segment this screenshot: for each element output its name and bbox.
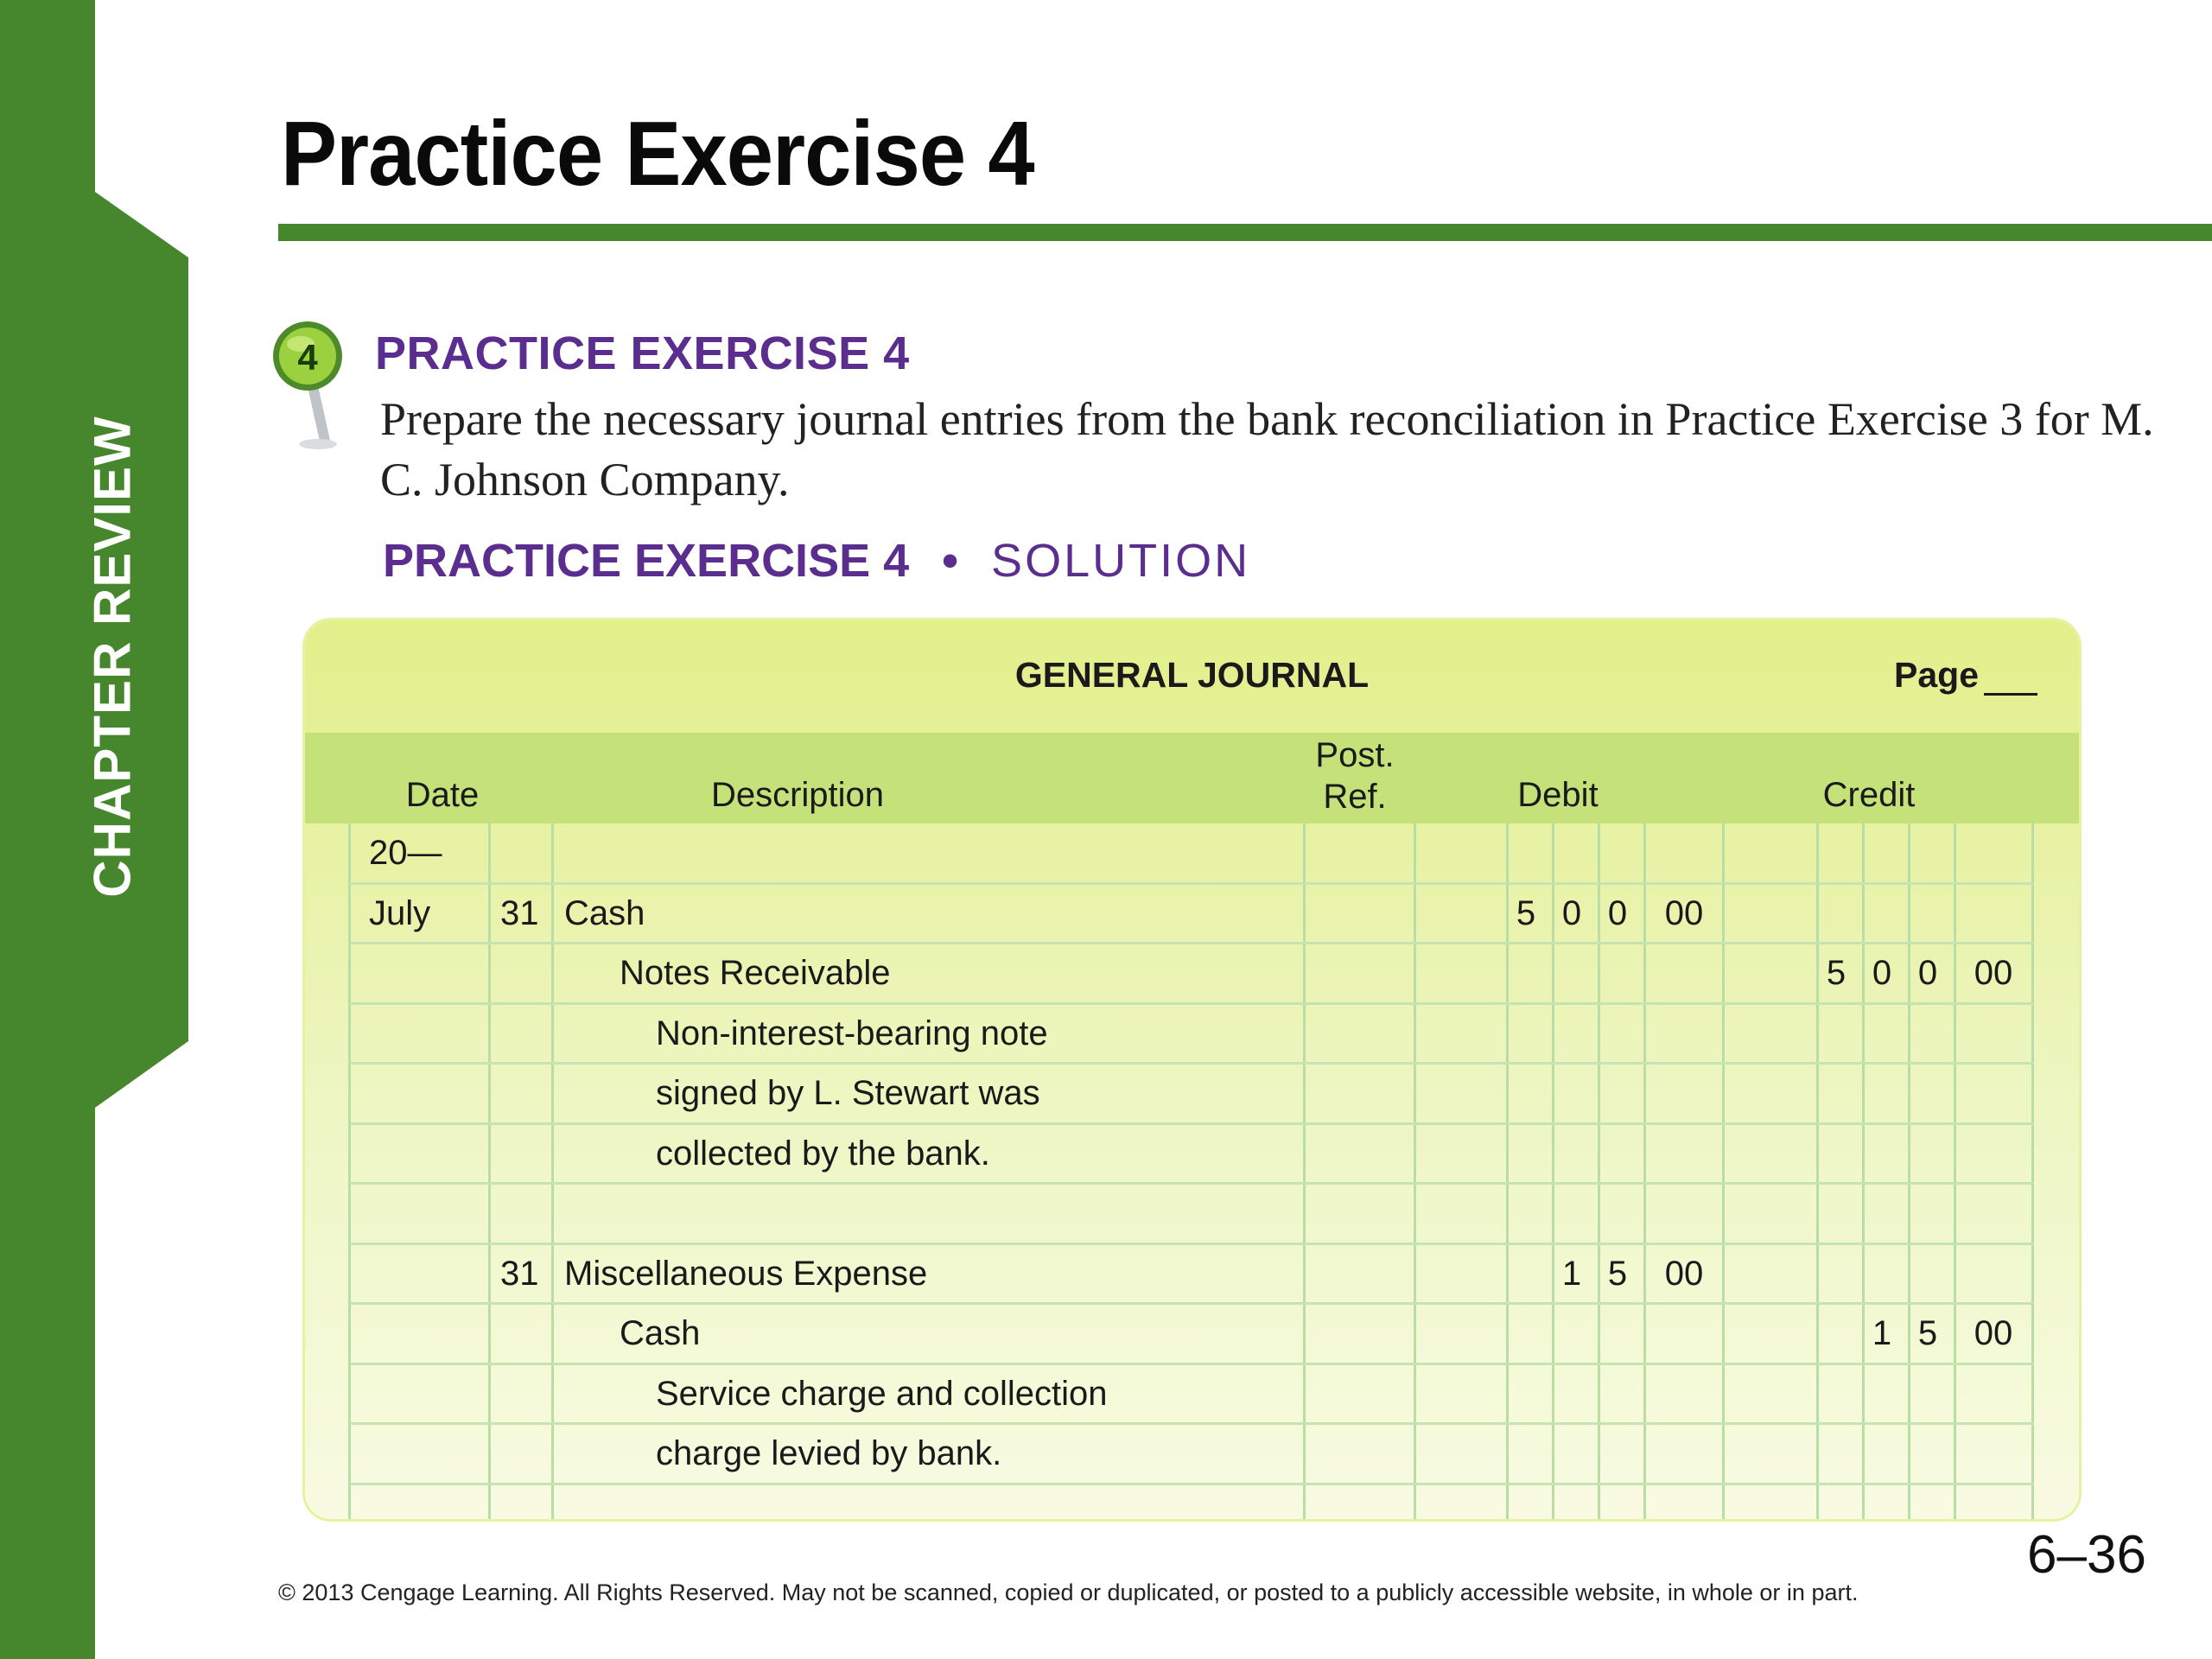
solution-word: SOLUTION (991, 535, 1251, 587)
journal-column-rule (1908, 823, 1910, 1519)
chapter-review-tab (0, 0, 190, 1659)
copyright-notice: © 2013 Cengage Learning. All Rights Reserved. May not be scanned, copied or duplicated, or posted to a publicly accessible website, in whole or in part. (278, 1580, 1859, 1605)
journal-column-rule (488, 823, 491, 1519)
debit-cents: 00 (1664, 1254, 1704, 1293)
entry-description: signed by L. Stewart was (656, 1074, 1040, 1112)
credit-cents: 00 (1974, 954, 2013, 992)
header-description: Description (710, 776, 885, 814)
debit-cents: 00 (1664, 893, 1704, 932)
entry-day: 31 (500, 893, 539, 932)
debit-digit: 0 (1607, 893, 1628, 932)
entry-day: 31 (500, 1254, 539, 1293)
entry-description: Service charge and collection (656, 1374, 1108, 1413)
journal-row-rule (350, 1363, 2034, 1365)
journal-row-rule (350, 1182, 2034, 1185)
journal-row-rule (350, 882, 2034, 885)
pushpin-number-icon (266, 318, 344, 456)
journal-column-rule (1862, 823, 1865, 1519)
journal-body (305, 823, 2079, 1519)
credit-digit: 5 (1917, 1314, 1938, 1352)
journal-row-rule (350, 1122, 2034, 1125)
journal-column-rule (1816, 823, 1819, 1519)
entry-month: July (369, 893, 431, 932)
credit-digit: 0 (1917, 954, 1938, 992)
journal-column-rule (348, 823, 351, 1519)
title-divider (278, 224, 2212, 241)
credit-digit: 0 (1872, 954, 1892, 992)
page-label: Page (1894, 655, 1979, 695)
credit-digit: 5 (1826, 954, 1847, 992)
debit-digit: 1 (1561, 1254, 1582, 1293)
entry-description: charge levied by bank. (656, 1434, 1002, 1472)
entry-description: Cash (620, 1314, 701, 1352)
journal-row-rule (350, 942, 2034, 944)
solution-heading (383, 534, 1250, 588)
credit-digit: 1 (1872, 1314, 1892, 1352)
solution-label: PRACTICE EXERCISE 4 (383, 535, 910, 587)
journal-row-rule (350, 1483, 2034, 1485)
header-credit: Credit (1822, 776, 1916, 814)
debit-digit: 5 (1607, 1254, 1628, 1293)
entry-description: Notes Receivable (620, 954, 891, 992)
credit-cents: 00 (1974, 1314, 2013, 1352)
header-debit: Debit (1517, 776, 1599, 814)
debit-digit: 0 (1561, 893, 1582, 932)
journal-row-rule (350, 1002, 2034, 1005)
header-date: Date (405, 776, 480, 814)
journal-title: GENERAL JOURNAL (1014, 655, 1370, 695)
journal-row-rule (350, 1422, 2034, 1425)
slide-page-number: 6–36 (2027, 1525, 2146, 1585)
entry-description: collected by the bank. (656, 1134, 990, 1173)
debit-digit: 5 (1516, 893, 1536, 932)
exercise-number: 4 (297, 337, 318, 378)
header-post-ref-line2: Ref. (1323, 778, 1387, 816)
exercise-instructions: Prepare the necessary journal entries from the bank reconciliation in Practice Exercise 3 for M. C. Johnson Company. (380, 393, 2154, 505)
journal-row-rule (350, 1062, 2034, 1065)
entry-month: 20— (369, 834, 442, 872)
journal-row-rule (350, 1302, 2034, 1305)
slide-title: Practice Exercise 4 (281, 103, 1034, 205)
journal-column-headers (305, 733, 2079, 823)
solution-bullet: • (942, 535, 959, 587)
general-journal (305, 620, 2079, 1519)
journal-column-rule (1303, 823, 1306, 1519)
entry-description: Cash (564, 893, 645, 932)
journal-column-rule (1414, 823, 1416, 1519)
header-post-ref-line1: Post. (1315, 736, 1395, 774)
entry-description: Miscellaneous Expense (564, 1254, 928, 1293)
journal-column-rule (2031, 823, 2034, 1519)
journal-column-rule (551, 823, 554, 1519)
journal-row-rule (350, 1243, 2034, 1245)
journal-column-rule (1954, 823, 1956, 1519)
chapter-review-label: CHAPTER REVIEW (83, 416, 142, 898)
entry-description: Non-interest-bearing note (656, 1014, 1048, 1052)
journal-page-field (1894, 655, 2037, 696)
exercise-heading: PRACTICE EXERCISE 4 (375, 327, 910, 379)
page-blank-line (1984, 660, 2037, 696)
